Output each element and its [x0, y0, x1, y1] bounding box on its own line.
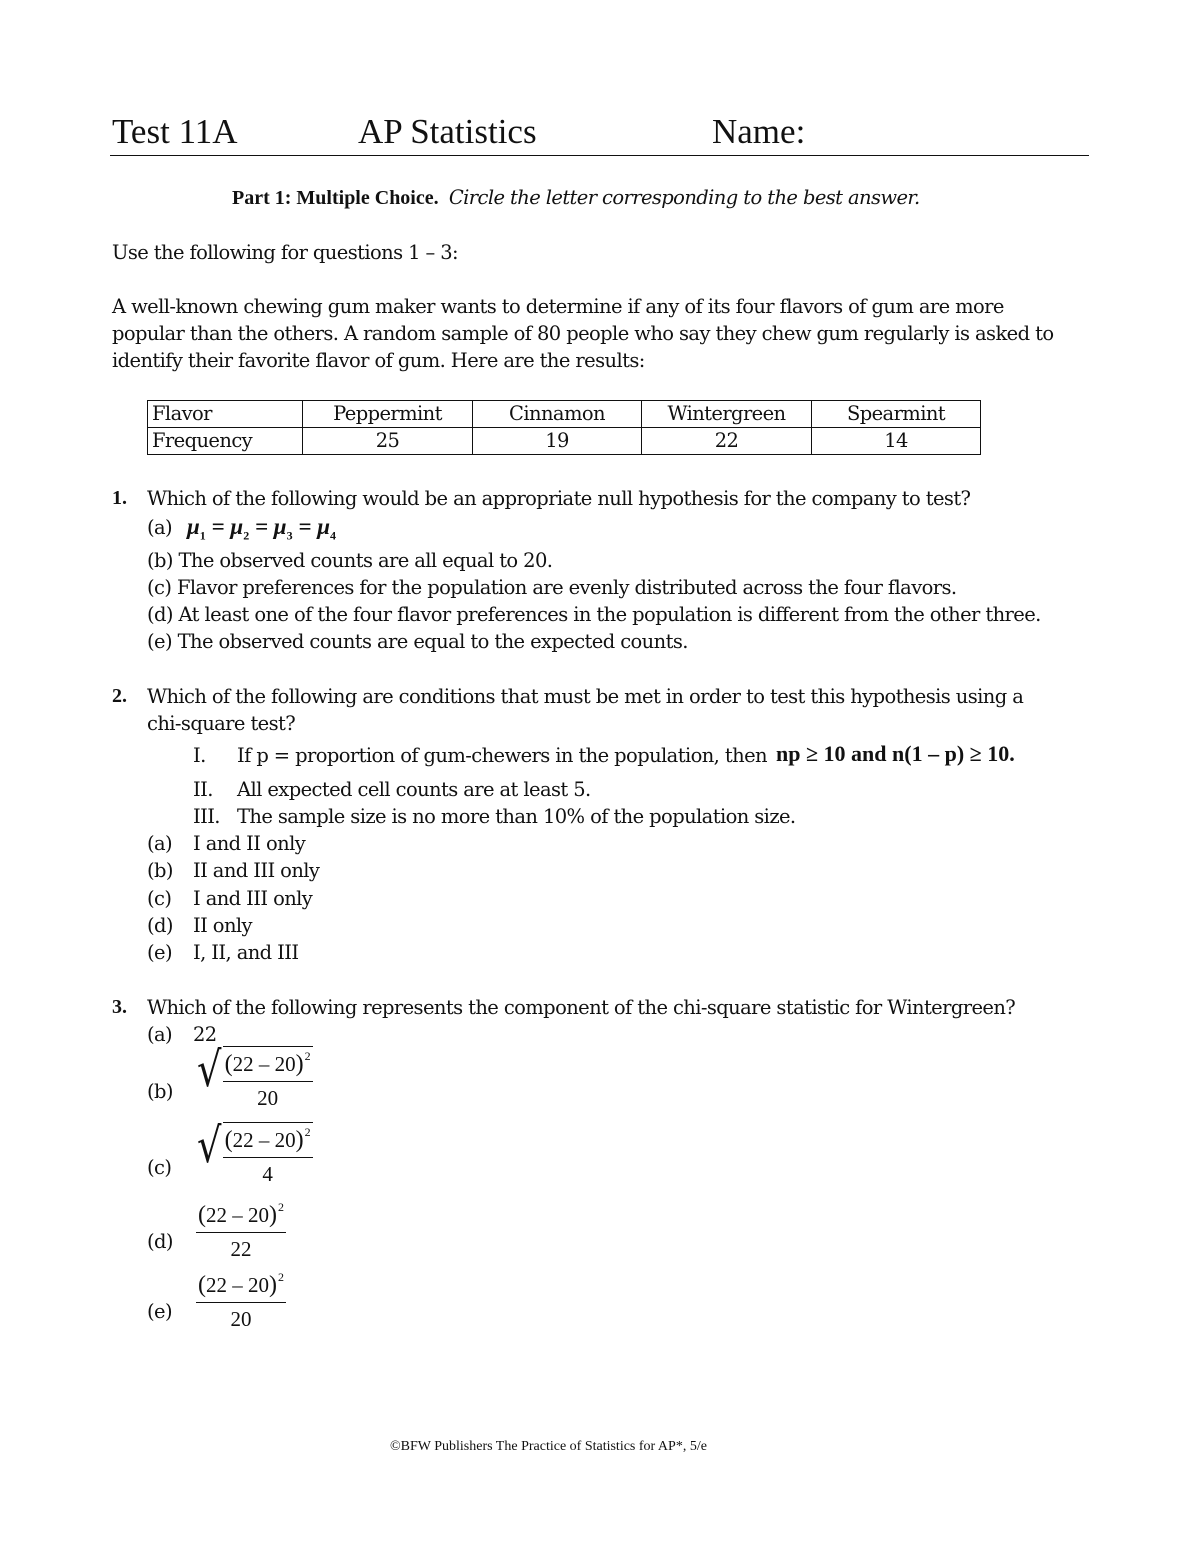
- q3-option-d-expression[interactable]: $\frac{(22 - 20)^2}{22}$: [198, 1200, 284, 1261]
- denominator: 22: [230, 1237, 252, 1261]
- q3-option-e-letter: (e): [147, 1300, 172, 1323]
- q2-option-d[interactable]: [147, 914, 252, 937]
- q2-condition-1-text: If p = proportion of gum-chewers in the population, then: [237, 744, 767, 767]
- table-cell: Flavor: [148, 401, 303, 428]
- q1-option-a-letter: (a): [147, 516, 173, 539]
- q3-option-b-letter: (b): [147, 1080, 173, 1103]
- exponent: 2: [304, 1125, 311, 1139]
- q2-condition-3-text: The sample size is no more than 10% of the population size.: [237, 805, 796, 828]
- q2-condition-2-numeral: II.: [193, 778, 213, 801]
- option-text: Flavor preferences for the population are evenly distributed across the four flavors.: [176, 576, 957, 599]
- flavor-frequency-table: [147, 400, 981, 455]
- q2-condition-3-numeral: III.: [193, 805, 220, 828]
- table-cell: Peppermint: [303, 401, 473, 428]
- table-cell: Frequency: [148, 428, 303, 455]
- part1-instruction: Circle the letter corresponding to the best answer.: [448, 186, 920, 209]
- option-letter: (d): [147, 603, 173, 626]
- option-text: I and III only: [193, 887, 313, 910]
- q2-option-a[interactable]: [147, 832, 306, 855]
- numerator: 22 – 20: [232, 1052, 296, 1076]
- option-letter: (a): [147, 1023, 173, 1046]
- q1-option-a-math: $\mu_1 = \mu_2 = \mu_3 = \mu_4$: [187, 514, 337, 543]
- option-text: I and II only: [193, 832, 306, 855]
- q3-option-b-expression[interactable]: [194, 1042, 313, 1111]
- q3-option-d-letter: (d): [147, 1230, 173, 1253]
- name-line: [110, 155, 1089, 156]
- q3-number: 3.: [112, 996, 127, 1018]
- part1-heading: Part 1: Multiple Choice.: [232, 187, 439, 209]
- q2-text-line-2: chi-square test?: [147, 712, 296, 735]
- option-letter: (a): [147, 832, 173, 855]
- table-cell: 25: [303, 428, 473, 455]
- q3-option-c-letter: (c): [147, 1156, 172, 1179]
- test-label: Test 11A: [112, 112, 238, 151]
- q1-option-c[interactable]: [147, 576, 957, 599]
- q2-number: 2.: [112, 685, 127, 707]
- q2-condition-1-numeral: I.: [193, 744, 206, 767]
- q2-condition-1-math: np ≥ 10 and n(1 – p) ≥ 10.: [776, 741, 1015, 766]
- radical-sign: √ $\frac{(22 - 20)^2}{20}$: [197, 1042, 311, 1110]
- course-title: AP Statistics: [358, 112, 537, 151]
- denominator: 20: [230, 1307, 252, 1331]
- option-text: II and III only: [193, 859, 320, 882]
- exponent: 2: [278, 1270, 284, 1284]
- q1-option-e[interactable]: [147, 630, 688, 653]
- option-text: At least one of the four flavor preferences in the population is different from the other three.: [178, 603, 1041, 626]
- option-text: The observed counts are equal to the expected counts.: [177, 630, 688, 653]
- table-header-row: [148, 401, 981, 428]
- table-cell: 14: [812, 428, 981, 455]
- part1-heading-line: [232, 186, 920, 210]
- table-cell: Wintergreen: [642, 401, 812, 428]
- denominator: 20: [257, 1086, 279, 1110]
- intro-line-1: A well-known chewing gum maker wants to determine if any of its four flavors of gum are more: [112, 295, 1004, 318]
- option-letter: (e): [147, 630, 172, 653]
- q1-option-d[interactable]: [147, 603, 1041, 626]
- q3-text: Which of the following represents the component of the chi-square statistic for Wintergreen?: [147, 996, 1016, 1019]
- option-letter: (b): [147, 549, 173, 572]
- table-cell: Cinnamon: [473, 401, 642, 428]
- option-letter: (c): [147, 887, 172, 910]
- numerator: 22 – 20: [206, 1203, 269, 1227]
- name-label: Name:: [712, 112, 806, 151]
- table-cell: 19: [473, 428, 642, 455]
- intro-line-2: popular than the others. A random sample of 80 people who say they chew gum regularly is asked to: [112, 322, 1054, 345]
- numerator: 22 – 20: [206, 1273, 269, 1297]
- numerator: 22 – 20: [232, 1128, 296, 1152]
- denominator: 4: [262, 1162, 273, 1186]
- q2-condition-2-text: All expected cell counts are at least 5.: [237, 778, 591, 801]
- option-letter: (d): [147, 914, 173, 937]
- table-cell: 22: [642, 428, 812, 455]
- q1-number: 1.: [112, 487, 127, 509]
- table-cell: Spearmint: [812, 401, 981, 428]
- option-text: I, II, and III: [193, 941, 299, 964]
- q2-text-line-1: Which of the following are conditions that must be met in order to test this hypothesis using a: [147, 685, 1024, 708]
- table-row: [148, 428, 981, 455]
- option-letter: (e): [147, 941, 172, 964]
- q1-text: Which of the following would be an appropriate null hypothesis for the company to test?: [147, 487, 971, 510]
- option-text: 22: [193, 1023, 217, 1046]
- q3-option-c-expression[interactable]: [194, 1118, 313, 1187]
- radical-sign: √ $\frac{(22 - 20)^2}{4}$: [197, 1118, 311, 1186]
- footer-copyright: ©BFW Publishers The Practice of Statistics for AP*, 5/e: [390, 1439, 707, 1454]
- option-letter: (b): [147, 859, 173, 882]
- option-text: II only: [193, 914, 252, 937]
- exponent: 2: [304, 1049, 311, 1063]
- option-letter: (c): [147, 576, 172, 599]
- option-text: The observed counts are all equal to 20.: [178, 549, 553, 572]
- exponent: 2: [278, 1200, 284, 1214]
- q2-option-b[interactable]: [147, 859, 320, 882]
- q2-option-e[interactable]: [147, 941, 299, 964]
- q1-option-b[interactable]: [147, 549, 552, 572]
- q2-option-c[interactable]: [147, 887, 313, 910]
- q3-option-a[interactable]: [147, 1023, 217, 1046]
- q3-option-e-expression[interactable]: $\frac{(22 - 20)^2}{20}$: [198, 1270, 284, 1331]
- use-line: Use the following for questions 1 – 3:: [112, 241, 459, 264]
- intro-line-3: identify their favorite flavor of gum. Here are the results:: [112, 349, 645, 372]
